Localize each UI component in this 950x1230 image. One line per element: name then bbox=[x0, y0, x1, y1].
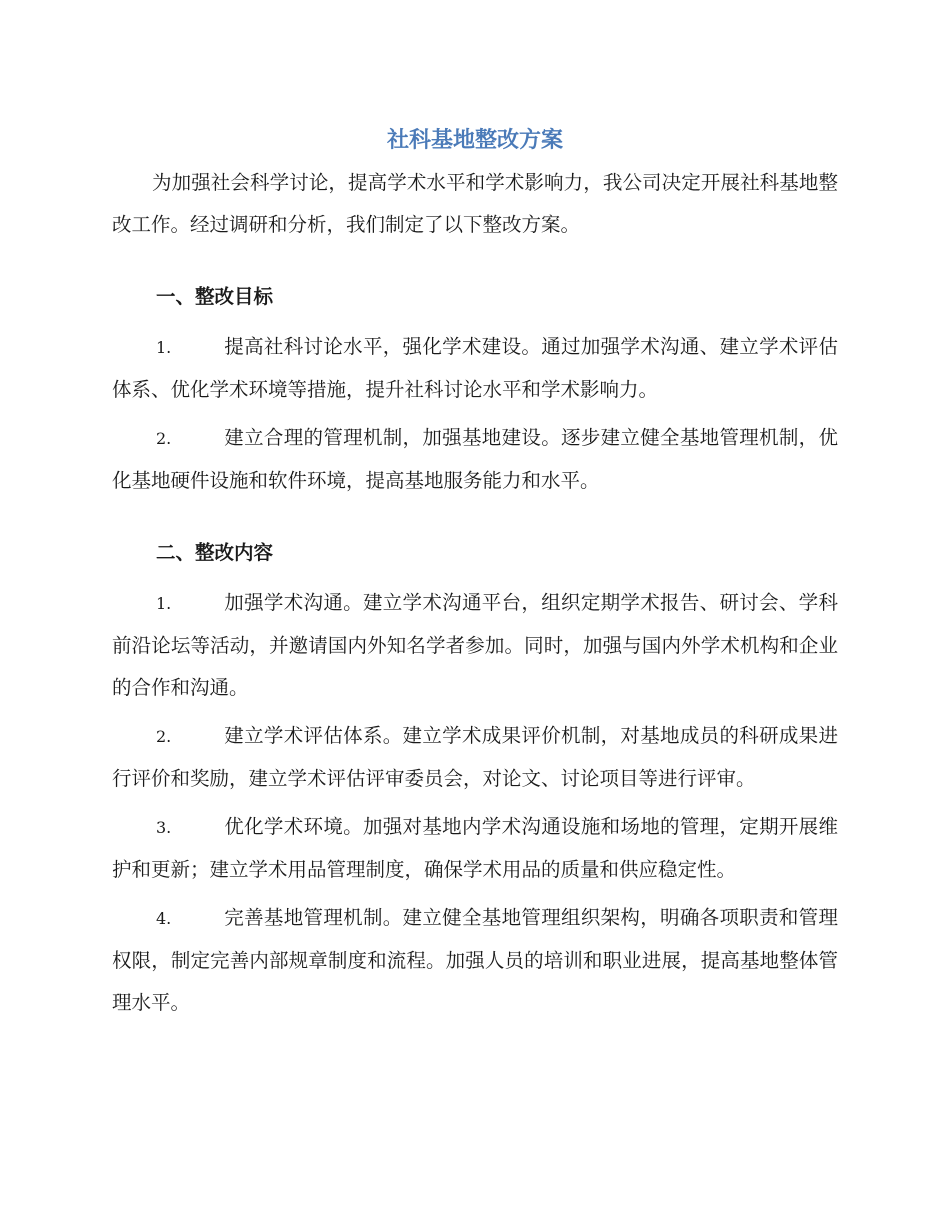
list-item-number: 1. bbox=[156, 338, 172, 357]
list-item-text: 建立学术评估体系。建立学术成果评价机制，对基地成员的科研成果进行评价和奖励，建立学术评估评审委员会，对论文、讨论项目等进行评审。 bbox=[112, 724, 838, 790]
section-heading-content: 二、整改内容 bbox=[156, 541, 274, 564]
list-item bbox=[112, 582, 838, 709]
intro-paragraph: 为加强社会科学讨论，提高学术水平和学术影响力，我公司决定开展社科基地整改工作。经过调研和分析，我们制定了以下整改方案。 bbox=[112, 171, 838, 236]
list-item-text: 加强学术沟通。建立学术沟通平台，组织定期学术报告、研讨会、学科前沿论坛等活动，并邀请国内外知名学者参加。同时，加强与国内外学术机构和企业的合作和沟通。 bbox=[112, 591, 838, 699]
list-item-number: 2. bbox=[156, 429, 172, 448]
goals-list bbox=[112, 326, 838, 502]
document-title: 社科基地整改方案 bbox=[386, 128, 563, 153]
list-item bbox=[112, 806, 838, 891]
list-item-number: 2. bbox=[156, 727, 172, 746]
list-item-number: 3. bbox=[156, 818, 172, 837]
list-item bbox=[112, 326, 838, 411]
list-item-text: 提高社科讨论水平，强化学术建设。通过加强学术沟通、建立学术评估体系、优化学术环境等措施，提升社科讨论水平和学术影响力。 bbox=[112, 335, 838, 401]
list-item-text: 完善基地管理机制。建立健全基地管理组织架构，明确各项职责和管理权限，制定完善内部规章制度和流程。加强人员的培训和职业进展，提高基地整体管理水平。 bbox=[112, 906, 838, 1014]
list-item-text: 建立合理的管理机制，加强基地建设。逐步建立健全基地管理机制，优化基地硬件设施和软件环境，提高基地服务能力和水平。 bbox=[112, 426, 838, 492]
list-item-number: 1. bbox=[156, 594, 172, 613]
content-list bbox=[112, 582, 838, 1024]
list-item bbox=[112, 417, 838, 502]
list-item-number: 4. bbox=[156, 909, 172, 928]
list-item-text: 优化学术环境。加强对基地内学术沟通设施和场地的管理，定期开展维护和更新；建立学术用品管理制度，确保学术用品的质量和供应稳定性。 bbox=[112, 815, 838, 881]
list-item bbox=[112, 715, 838, 800]
list-item bbox=[112, 897, 838, 1024]
section-heading-goals: 一、整改目标 bbox=[156, 285, 274, 308]
